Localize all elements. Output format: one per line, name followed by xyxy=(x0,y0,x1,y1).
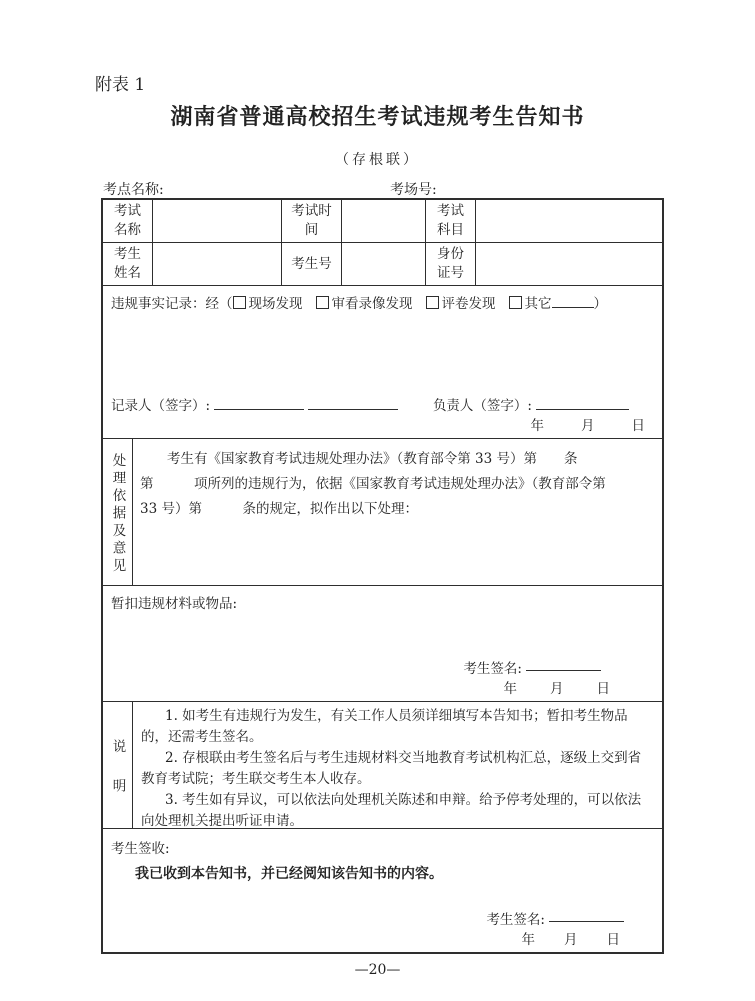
page-title: 湖南省普通高校招生考试违规考生告知书 xyxy=(170,104,585,130)
date-month-label: 月 xyxy=(550,681,564,697)
supervisor-label: 负责人（签字）: xyxy=(432,398,532,414)
note-item-2: 2. 存根联由考生签名后与考生违规材料交当地教育考试机构汇总，逐级上交到省教育考试院；考生联交考生本人收存。 xyxy=(141,750,642,787)
checkbox-video-review-discovery[interactable] xyxy=(316,296,329,309)
decision-line-1: 考生有《国家教育考试违规处理办法》（教育部令第 33 号）第 条 xyxy=(167,451,578,467)
confiscation-signature-label: 考生签名: xyxy=(463,661,522,677)
decision-line-3: 33 号）第 条的规定，拟作出以下处理： xyxy=(140,501,418,517)
receipt-signature-label: 考生签名: xyxy=(486,912,545,928)
header-meta-row xyxy=(103,179,660,199)
recorder-label: 记录人（签字）: xyxy=(111,398,211,414)
confiscation-date-line xyxy=(111,677,654,697)
date-day-label: 日 xyxy=(606,932,620,948)
receipt-signature-line[interactable] xyxy=(549,908,624,922)
exam-time-label: 考试时间 xyxy=(282,200,342,242)
supervisor-sign-group xyxy=(433,394,629,414)
candidate-no-label: 考生号 xyxy=(282,243,342,285)
confiscation-signature-row xyxy=(111,657,654,677)
receipt-label: 考生签收: xyxy=(111,841,170,857)
exam-name-label: 考试名称 xyxy=(103,200,153,242)
notes-section xyxy=(103,701,662,828)
date-year-label: 年 xyxy=(530,418,544,434)
option-other-label: 其它 xyxy=(524,296,552,312)
confiscation-section xyxy=(103,585,662,701)
candidate-name-field[interactable] xyxy=(153,243,282,285)
date-year-label: 年 xyxy=(503,681,517,697)
exam-subject-label: 考试科目 xyxy=(426,200,476,242)
receipt-date-line xyxy=(111,928,654,948)
note-item-3: 3. 考生如有异议，可以依法向处理机关陈述和申辩。给予停考处理的，可以依法向处理机关提出听证申请。 xyxy=(141,792,642,829)
decision-content xyxy=(133,439,662,585)
option-grading-label: 评卷发现 xyxy=(441,296,496,312)
confiscation-signature-line[interactable] xyxy=(526,657,601,671)
page-number: —20— xyxy=(354,962,401,978)
page-subtitle: （存根联） xyxy=(335,152,420,168)
candidate-no-field[interactable] xyxy=(342,243,426,285)
receipt-statement: 我已收到本告知书，并已经阅知该告知书的内容。 xyxy=(135,866,443,882)
date-month-label: 月 xyxy=(581,418,595,434)
receipt-section xyxy=(103,828,662,952)
date-day-label: 日 xyxy=(631,418,645,434)
id-no-label: 身份证号 xyxy=(426,243,476,285)
decision-section xyxy=(103,438,662,585)
date-year-label: 年 xyxy=(521,932,535,948)
violation-record-section xyxy=(103,285,662,438)
notes-content xyxy=(133,702,662,828)
receipt-signature-row xyxy=(111,908,654,928)
exam-room-label: 考场号: xyxy=(390,182,437,198)
exam-name-field[interactable] xyxy=(153,200,282,242)
note-item-1: 1. 如考生有违规行为发生，有关工作人员须详细填写本告知书；暂扣考生物品的，还需考生签名。 xyxy=(141,708,628,745)
checkbox-onsite-discovery[interactable] xyxy=(233,296,246,309)
notes-side-label-cell xyxy=(103,702,133,828)
candidate-info-row xyxy=(103,242,662,285)
violation-record-suffix: ） xyxy=(593,296,607,312)
decision-side-label-cell xyxy=(103,439,133,585)
record-date-line xyxy=(111,414,654,434)
exam-subject-field[interactable] xyxy=(476,200,662,242)
supervisor-signature-line[interactable] xyxy=(536,396,629,410)
violation-record-prefix: 违规事实记录：经（ xyxy=(111,296,233,312)
date-day-label: 日 xyxy=(596,681,610,697)
id-no-field[interactable] xyxy=(476,243,662,285)
option-onsite-label: 现场发现 xyxy=(248,296,303,312)
exam-site-label: 考点名称: xyxy=(103,182,164,198)
date-month-label: 月 xyxy=(564,932,578,948)
exam-info-row xyxy=(103,200,662,242)
recorder-signature-line-2[interactable] xyxy=(308,396,398,410)
violation-notice-form xyxy=(101,198,664,954)
annex-label: 附表 1 xyxy=(95,75,146,95)
candidate-name-label: 考生姓名 xyxy=(103,243,153,285)
option-video-label: 审看录像发现 xyxy=(331,296,413,312)
checkbox-other-discovery[interactable] xyxy=(509,296,522,309)
other-discovery-fill-line[interactable] xyxy=(552,294,594,308)
record-signature-row xyxy=(111,394,654,414)
recorder-sign-group xyxy=(111,394,398,414)
decision-side-label: 处理依据及意见 xyxy=(109,452,126,576)
checkbox-grading-discovery[interactable] xyxy=(426,296,439,309)
exam-time-field[interactable] xyxy=(342,200,426,242)
recorder-signature-line-1[interactable] xyxy=(214,396,304,410)
notes-side-label: 说明 xyxy=(109,738,126,818)
decision-line-2: 第 项所列的违规行为，依据《国家教育考试违规处理办法》（教育部令第 xyxy=(140,476,606,492)
violation-record-line xyxy=(111,292,654,312)
confiscation-label: 暂扣违规材料或物品: xyxy=(111,596,238,612)
